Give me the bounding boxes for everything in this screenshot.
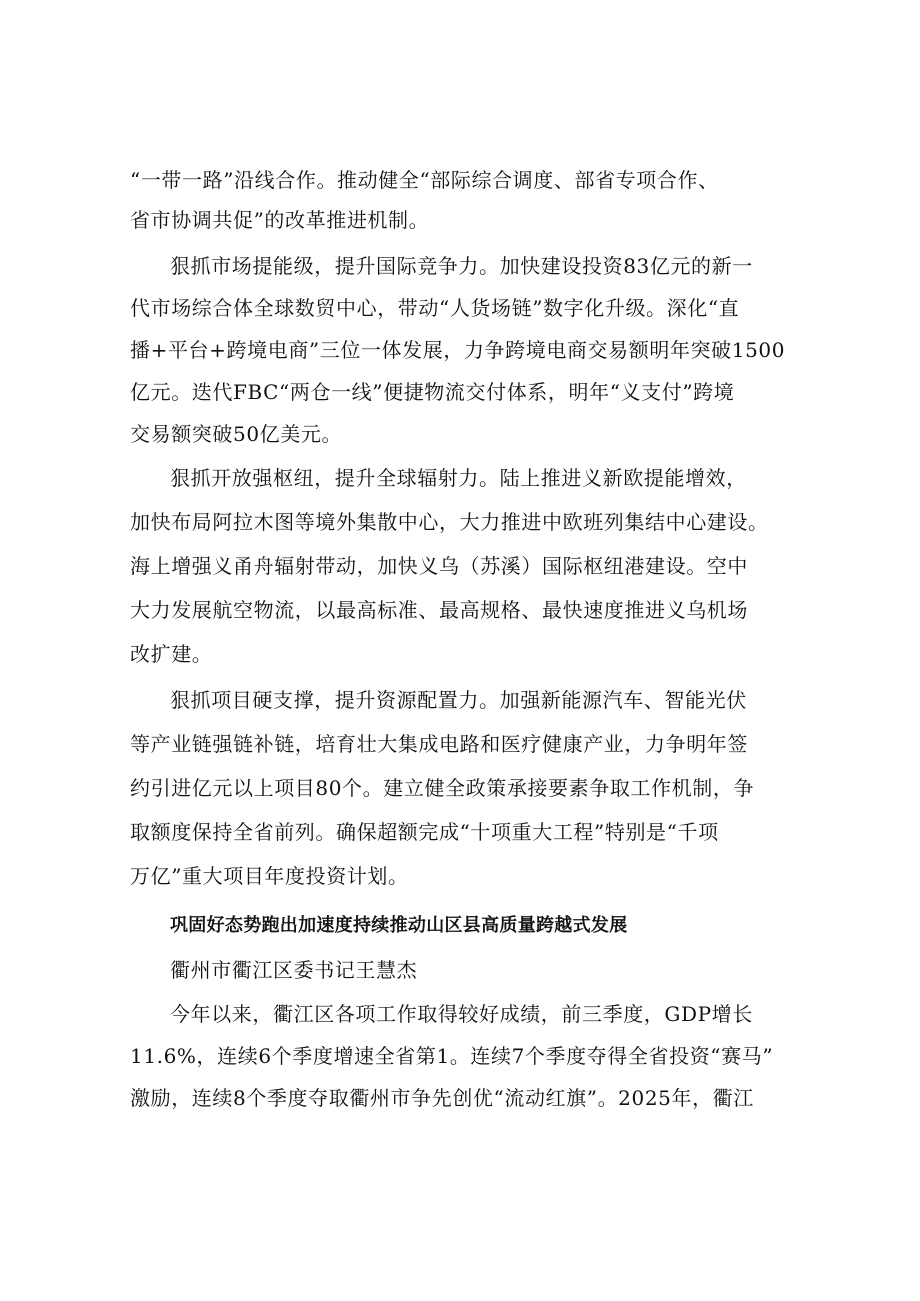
paragraph-line: 加快布局阿拉木图等境外集散中心，大力推进中欧班列集结中心建设。 (130, 510, 769, 534)
paragraph-line: 11.6%，连续6个季度增速全省第1。连续7个季度夺得全省投资“赛马” (130, 1044, 774, 1068)
paragraph-line: 狠抓开放强枢纽，提升全球辐射力。陆上推进义新欧提能增效， (170, 466, 747, 490)
paragraph-line: 今年以来，衢江区各项工作取得较好成绩，前三季度，GDP增长 (170, 1002, 753, 1026)
paragraph-line: 交易额突破50亿美元。 (130, 422, 343, 446)
paragraph-line: 取额度保持全省前列。确保超额完成“十项重大工程”特别是“千项 (130, 820, 719, 844)
paragraph-line: 等产业链强链补链，培育壮大集成电路和医疗健康产业，力争明年签 (130, 732, 748, 756)
paragraph-line: 激励，连续8个季度夺取衢州市争先创优“流动红旗”。2025年，衢江 (130, 1086, 754, 1110)
paragraph-line: 代市场综合体全球数贸中心，带动“人货场链”数字化升级。深化“直 (130, 296, 740, 320)
paragraph-line: 万亿”重大项目年度投资计划。 (130, 864, 409, 888)
author-line: 衢州市衢江区委书记王慧杰 (170, 958, 418, 982)
paragraph-line: 播+平台+跨境电商”三位一体发展，力争跨境电商交易额明年突破1500 (130, 338, 786, 362)
paragraph-line: 大力发展航空物流，以最高标准、最高规格、最快速度推进义乌机场 (130, 598, 748, 622)
paragraph-line: “一带一路”沿线合作。推动健全“部际综合调度、部省专项合作、 (130, 168, 719, 192)
paragraph-line: 省市协调共促”的改革推进机制。 (130, 208, 430, 232)
paragraph-line: 狠抓项目硬支撑，提升资源配置力。加强新能源汽车、智能光伏 (170, 688, 747, 712)
paragraph-line: 海上增强义甬舟辐射带动，加快义乌（苏溪）国际枢纽港建设。空中 (130, 554, 748, 578)
paragraph-line: 改扩建。 (130, 642, 213, 666)
paragraph-line: 亿元。迭代FBC“两仓一线”便捷物流交付体系，明年“义支付”跨境 (130, 380, 735, 404)
paragraph-line: 约引进亿元以上项目80个。建立健全政策承接要素争取工作机制，争 (130, 776, 755, 800)
section-title: 巩固好态势跑出加速度持续推动山区县高质量跨越式发展 (170, 915, 628, 936)
paragraph-line: 狠抓市场提能级，提升国际竞争力。加快建设投资83亿元的新一 (170, 254, 753, 278)
